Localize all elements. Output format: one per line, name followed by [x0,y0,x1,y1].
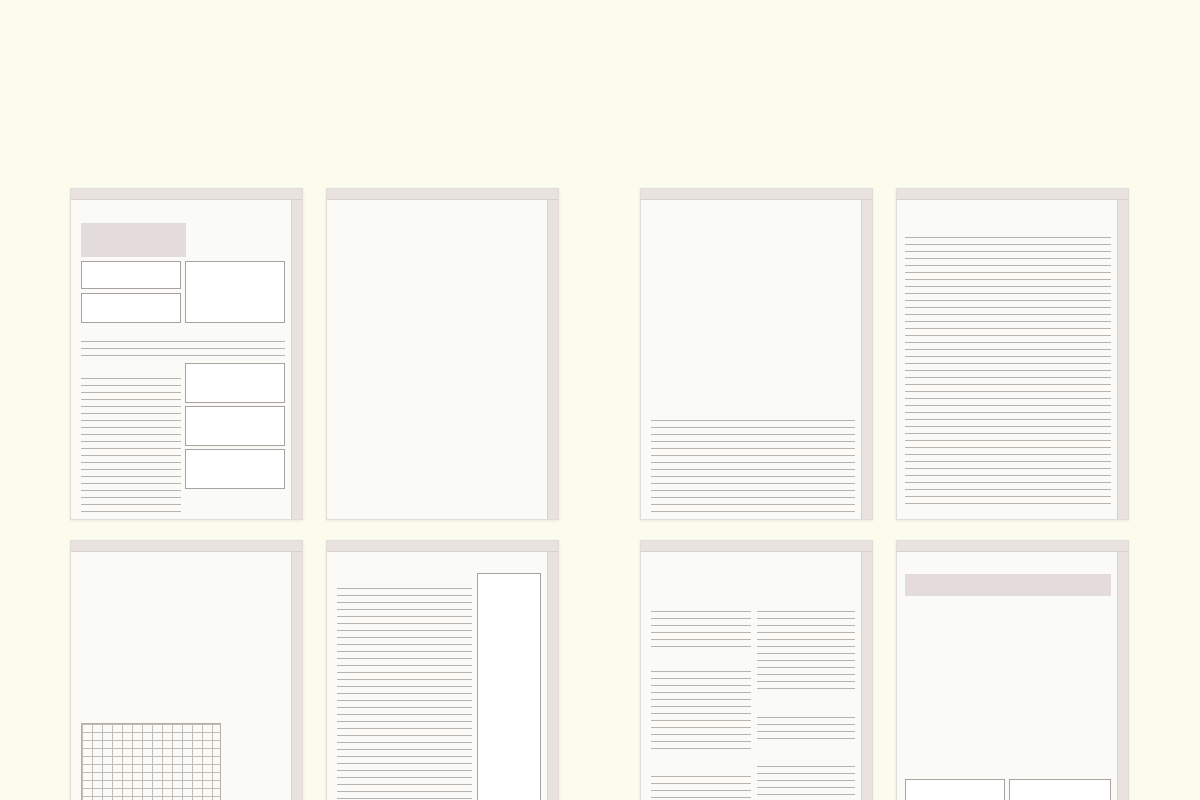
month-side-tabs [861,200,872,519]
top-tab-bar [641,189,872,200]
financial-goals-page [70,188,303,520]
month-side-tabs [547,200,558,519]
goals-box [81,223,186,257]
january-reflection-page [896,540,1129,800]
wishlist-page [326,540,559,800]
spending-lines[interactable] [905,231,1111,509]
top-tab-bar [71,541,302,552]
habits-lines[interactable] [81,335,285,357]
january-spending-page [896,188,1129,520]
plan-box[interactable] [81,261,181,289]
month-side-tabs [1117,552,1128,800]
challenges-box[interactable] [1009,779,1111,800]
life-wheel[interactable] [937,639,1077,779]
yearly-overview-page [70,540,303,800]
month-side-tabs [547,552,558,800]
bills-lines[interactable] [651,665,751,753]
month-side-tabs [1117,200,1128,519]
sinking-lines[interactable] [757,605,855,689]
lessons-box[interactable] [185,449,285,489]
month-side-tabs [291,552,302,800]
notes-lines[interactable] [651,414,855,514]
january-calendar-page [640,188,873,520]
top-tab-bar [897,189,1128,200]
january-budget-page [640,540,873,800]
month-side-tabs [291,200,302,519]
goals-box[interactable] [905,574,1111,596]
month-side-tabs [861,552,872,800]
action-lines[interactable] [81,372,181,512]
top-tab-bar [897,541,1128,552]
savings-lines[interactable] [757,711,855,743]
top-tab-bar [327,541,558,552]
at-a-glance-page [326,188,559,520]
didnt-box[interactable] [185,406,285,446]
motivation-box[interactable] [185,261,285,323]
top-tab-bar [71,189,302,200]
inspiration-board[interactable] [477,573,541,800]
income-lines[interactable] [651,605,751,649]
help-box[interactable] [81,293,181,323]
top-tab-bar [641,541,872,552]
amount-chart-grid[interactable] [81,723,221,800]
accomplishments-box[interactable] [905,779,1005,800]
wishlist-lines[interactable] [337,582,472,800]
expenses-lines[interactable] [651,770,751,800]
top-tab-bar [327,189,558,200]
debt-lines[interactable] [757,760,855,800]
went-well-box[interactable] [185,363,285,403]
